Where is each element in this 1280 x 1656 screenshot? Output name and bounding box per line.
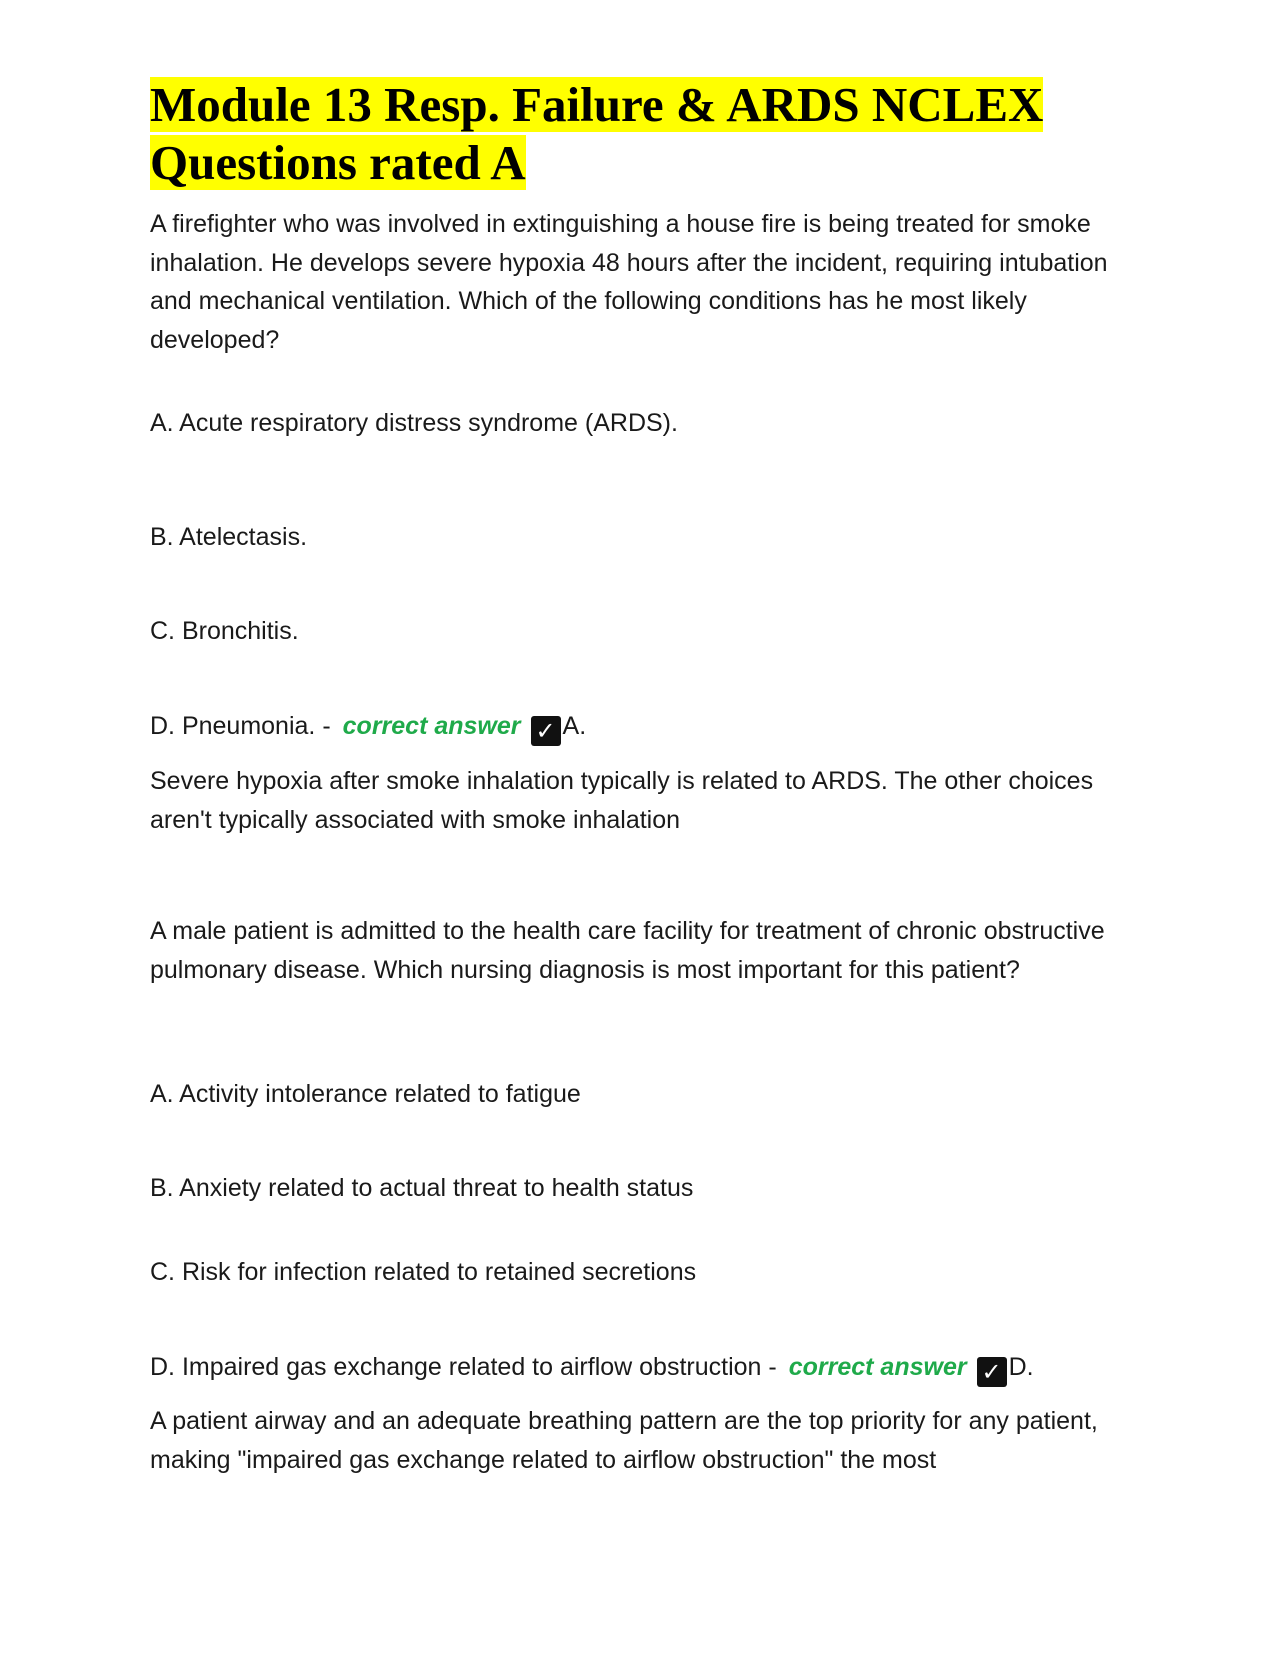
question-2-option-d-row	[150, 1348, 1034, 1387]
question-2-answer: D.	[1008, 1353, 1034, 1381]
check-icon: ✓	[531, 716, 561, 746]
question-1-answer: A.	[562, 712, 587, 740]
question-2-correct-label: correct answer	[788, 1353, 967, 1381]
question-2-stem: A male patient is admitted to the health care facility for treatment of chronic obstructive pulmonary disease. Which nursing diagnosis is most important for this patient?	[150, 917, 1105, 984]
check-icon: ✓	[977, 1357, 1007, 1387]
question-1-rationale: Severe hypoxia after smoke inhalation typically is related to ARDS. The other choices aren't typically associated with smoke inhalation	[150, 767, 1094, 834]
question-1-option-b: B. Atelectasis.	[150, 523, 308, 551]
question-2-option-c: C. Risk for infection related to retained secretions	[150, 1258, 697, 1286]
question-2-option-b: B. Anxiety related to actual threat to health status	[150, 1174, 694, 1202]
question-2-option-a: A. Activity intolerance related to fatigue	[150, 1080, 581, 1108]
document-title	[150, 76, 1130, 192]
question-1-option-c: C. Bronchitis.	[150, 617, 299, 645]
title-highlight: Module 13 Resp. Failure & ARDS NCLEX Questions rated A	[150, 77, 1044, 190]
question-1-correct-label: correct answer	[342, 712, 521, 740]
question-1-stem: A firefighter who was involved in extinguishing a house fire is being treated for smoke inhalation. He develops severe hypoxia 48 hours after the incident, requiring intubation and mechanical ventilation. Which of the following conditions has he most likely developed?	[150, 210, 1108, 354]
question-1-option-d: D. Pneumonia. -	[150, 712, 331, 740]
question-1-option-a: A. Acute respiratory distress syndrome (ARDS).	[150, 409, 678, 437]
question-1-option-d-row	[150, 707, 586, 746]
question-2-rationale: A patient airway and an adequate breathing pattern are the top priority for any patient, making "impaired gas exchange related to airflow obstruction" the most	[150, 1407, 1098, 1474]
question-2-option-d: D. Impaired gas exchange related to airflow obstruction -	[150, 1353, 777, 1381]
